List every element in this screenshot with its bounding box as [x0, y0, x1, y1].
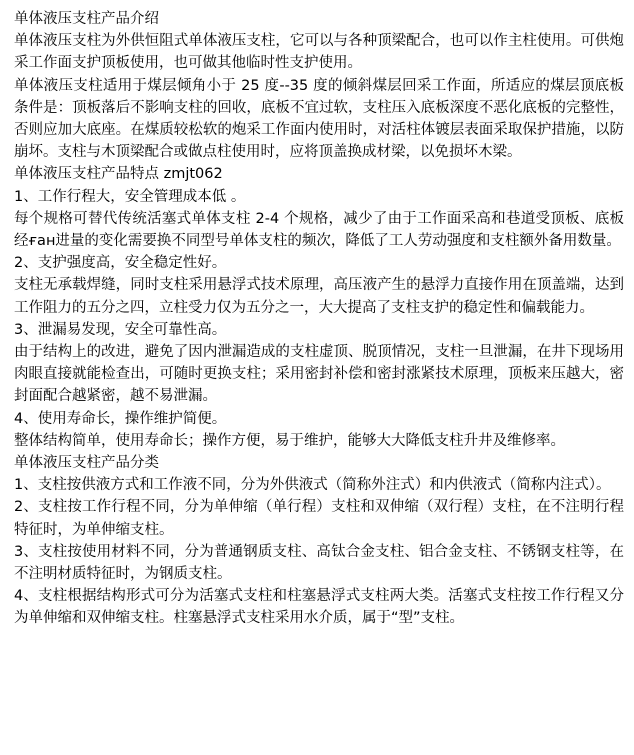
classification-1: 1、支柱按供液方式和工作液不同，分为外供液式（简称外注式）和内供液式（简称内注式）。	[14, 477, 611, 494]
classification-4: 4、支柱根据结构形式可分为活塞式支柱和柱塞悬浮式支柱两大类。活塞式支柱按工作行程又分为单伸缩和双伸缩支柱。柱塞悬浮式支柱采用水介质，属于“型”支柱。	[14, 588, 624, 627]
intro-paragraph-2: 单体液压支柱适用于煤层倾角小于 25 度--35 度的倾斜煤层回采工作面，所适应的煤层顶底板条件是：顶板落后不影响支柱的回收，底板不宜过软，支柱压入底板深度不恶化底板的完整性，否则应加大底座。在煤质较松软的炮采工作面内使用时，对活柱体镀层表面采取保护措施，以防崩坏。支柱与木顶梁配合或做点柱使用时，应将顶盖换成材梁，以免损坏木梁。	[14, 77, 624, 161]
document-body	[14, 8, 624, 630]
classification-2: 2、支柱按工作行程不同，分为单伸缩（单行程）支柱和双伸缩（双行程）支柱，在不注明行程特征时，为单伸缩支柱。	[14, 499, 624, 538]
feature-1-body: 每个规格可替代传统活塞式单体支柱 2-4 个规格，减少了由于工作面采高和巷道受顶板、底板经ған进量的变化需要换不同型号单体支柱的频次，降低了工人劳动强度和支柱额外备用数量。	[14, 210, 624, 250]
feature-2-body: 支柱无承载焊缝，同时支柱采用悬浮式技术原理，高压液产生的悬浮力直接作用在顶盖端，达到工作阻力的五分之四，立柱受力仅为五分之一，大大提高了支柱支护的稳定性和偏载能力。	[14, 277, 624, 316]
feature-1-title: 1、工作行程大，安全管理成本低 。	[14, 188, 246, 205]
feature-4-title: 4、使用寿命长，操作维护简便。	[14, 410, 227, 427]
feature-3-body: 由于结构上的改进，避免了因内泄漏造成的支柱虚顶、脱顶情况，支柱一旦泄漏，在井下现场用肉眼直接就能检查出，可随时更换支柱；采用密封补偿和密封涨紧技术原理，顶板来压越大，密封面配合越紧密，越不易泄漏。	[14, 344, 624, 405]
feature-4-body: 整体结构简单，使用寿命长；操作方便，易于维护，能够大大降低支柱升井及维修率。	[14, 432, 565, 449]
feature-3-title: 3、泄漏易发现，安全可靠性高。	[14, 321, 227, 338]
features-heading: 单体液压支柱产品特点 zmjt062	[14, 166, 223, 183]
classification-heading: 单体液压支柱产品分类	[14, 455, 159, 472]
intro-heading: 单体液压支柱产品介绍	[14, 11, 159, 27]
classification-3: 3、支柱按使用材料不同，分为普通钢质支柱、高钛合金支柱、铝合金支柱、不锈钢支柱等，在不注明材质特征时，为钢质支柱。	[14, 543, 624, 583]
feature-2-title: 2、支护强度高，安全稳定性好。	[14, 255, 227, 272]
intro-paragraph-1: 单体液压支柱为外供恒阻式单体液压支柱，它可以与各种顶梁配合，也可以作主柱使用。可供炮采工作面支护顶板使用，也可做其他临时性支护使用。	[14, 33, 624, 72]
